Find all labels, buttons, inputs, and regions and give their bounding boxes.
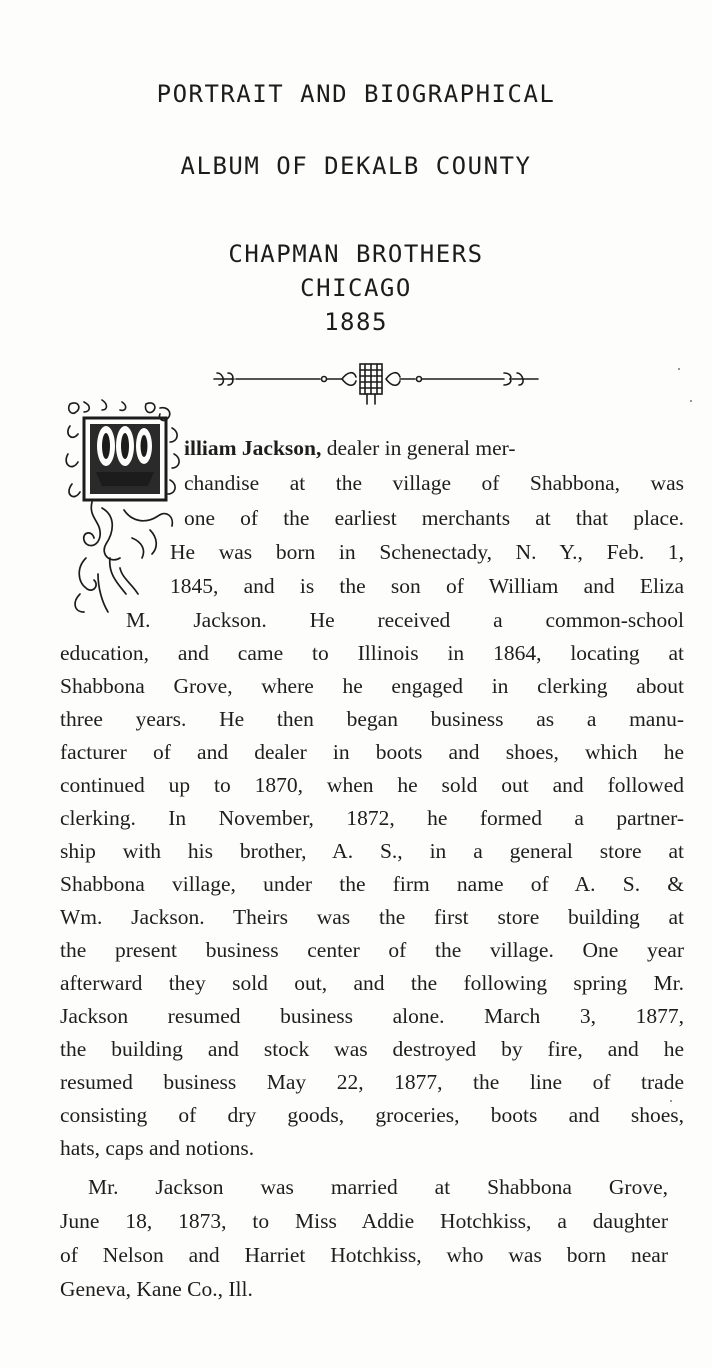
subject-name: illiam Jackson, <box>184 436 322 460</box>
scan-speck <box>678 368 680 370</box>
decorative-initial-w-icon <box>62 398 186 618</box>
biography-line-18: Jackson resumed business alone. March 3, 1877, <box>60 1004 684 1028</box>
biography-line-19: the building and stock was destroyed by fire, and he <box>60 1037 684 1061</box>
biography-line-2: chandise at the village of Shabbona, was <box>184 471 684 495</box>
biography-line-9: three years. He then began business as a manu- <box>60 707 684 731</box>
marriage-line-1: Mr. Jackson was married at Shabbona Grove, <box>88 1175 668 1199</box>
biography-line-3: one of the earliest merchants at that place. <box>184 506 684 530</box>
marriage-line-2: June 18, 1873, to Miss Addie Hotchkiss, a daughter <box>60 1209 668 1233</box>
biography-line-11: continued up to 1870, when he sold out and followed <box>60 773 684 797</box>
publisher-city: CHICAGO <box>300 274 412 302</box>
scan-speck <box>690 400 692 402</box>
marriage-line-4: Geneva, Kane Co., Ill. <box>60 1277 253 1301</box>
title-line-2: ALBUM OF DEKALB COUNTY <box>180 152 532 180</box>
biography-line-5: 1845, and is the son of William and Eliza <box>170 574 684 598</box>
biography-line-14: Shabbona village, under the firm name of A. S. & <box>60 872 684 896</box>
biography-line-17: afterward they sold out, and the following spring Mr. <box>60 971 684 995</box>
biography-line-21: consisting of dry goods, groceries, boots and shoes, <box>60 1103 684 1127</box>
title-line-1: PORTRAIT AND BIOGRAPHICAL <box>156 80 556 108</box>
biography-line-15: Wm. Jackson. Theirs was the first store building at <box>60 905 684 929</box>
publisher-name: CHAPMAN BROTHERS <box>228 240 484 268</box>
ornamental-divider-icon <box>210 360 550 408</box>
biography-line-12: clerking. In November, 1872, he formed a partner- <box>60 806 684 830</box>
biography-line-20: resumed business May 22, 1877, the line of trade <box>60 1070 684 1094</box>
biography-line-1-text: dealer in general mer- <box>321 436 516 460</box>
publication-year: 1885 <box>324 308 388 336</box>
biography-line-1 <box>184 436 684 461</box>
biography-line-16: the present business center of the village. One year <box>60 938 684 962</box>
biography-line-8: Shabbona Grove, where he engaged in clerking about <box>60 674 684 698</box>
marriage-line-3: of Nelson and Harriet Hotchkiss, who was born near <box>60 1243 668 1267</box>
biography-line-13: ship with his brother, A. S., in a general store at <box>60 839 684 863</box>
biography-line-6: M. Jackson. He received a common-school <box>126 608 684 632</box>
scan-speck <box>670 1100 672 1102</box>
biography-line-10: facturer of and dealer in boots and shoes, which he <box>60 740 684 764</box>
biography-line-4: He was born in Schenectady, N. Y., Feb. 1, <box>170 540 684 564</box>
biography-line-22: hats, caps and notions. <box>60 1136 255 1160</box>
biography-line-7: education, and came to Illinois in 1864, locating at <box>60 641 684 665</box>
